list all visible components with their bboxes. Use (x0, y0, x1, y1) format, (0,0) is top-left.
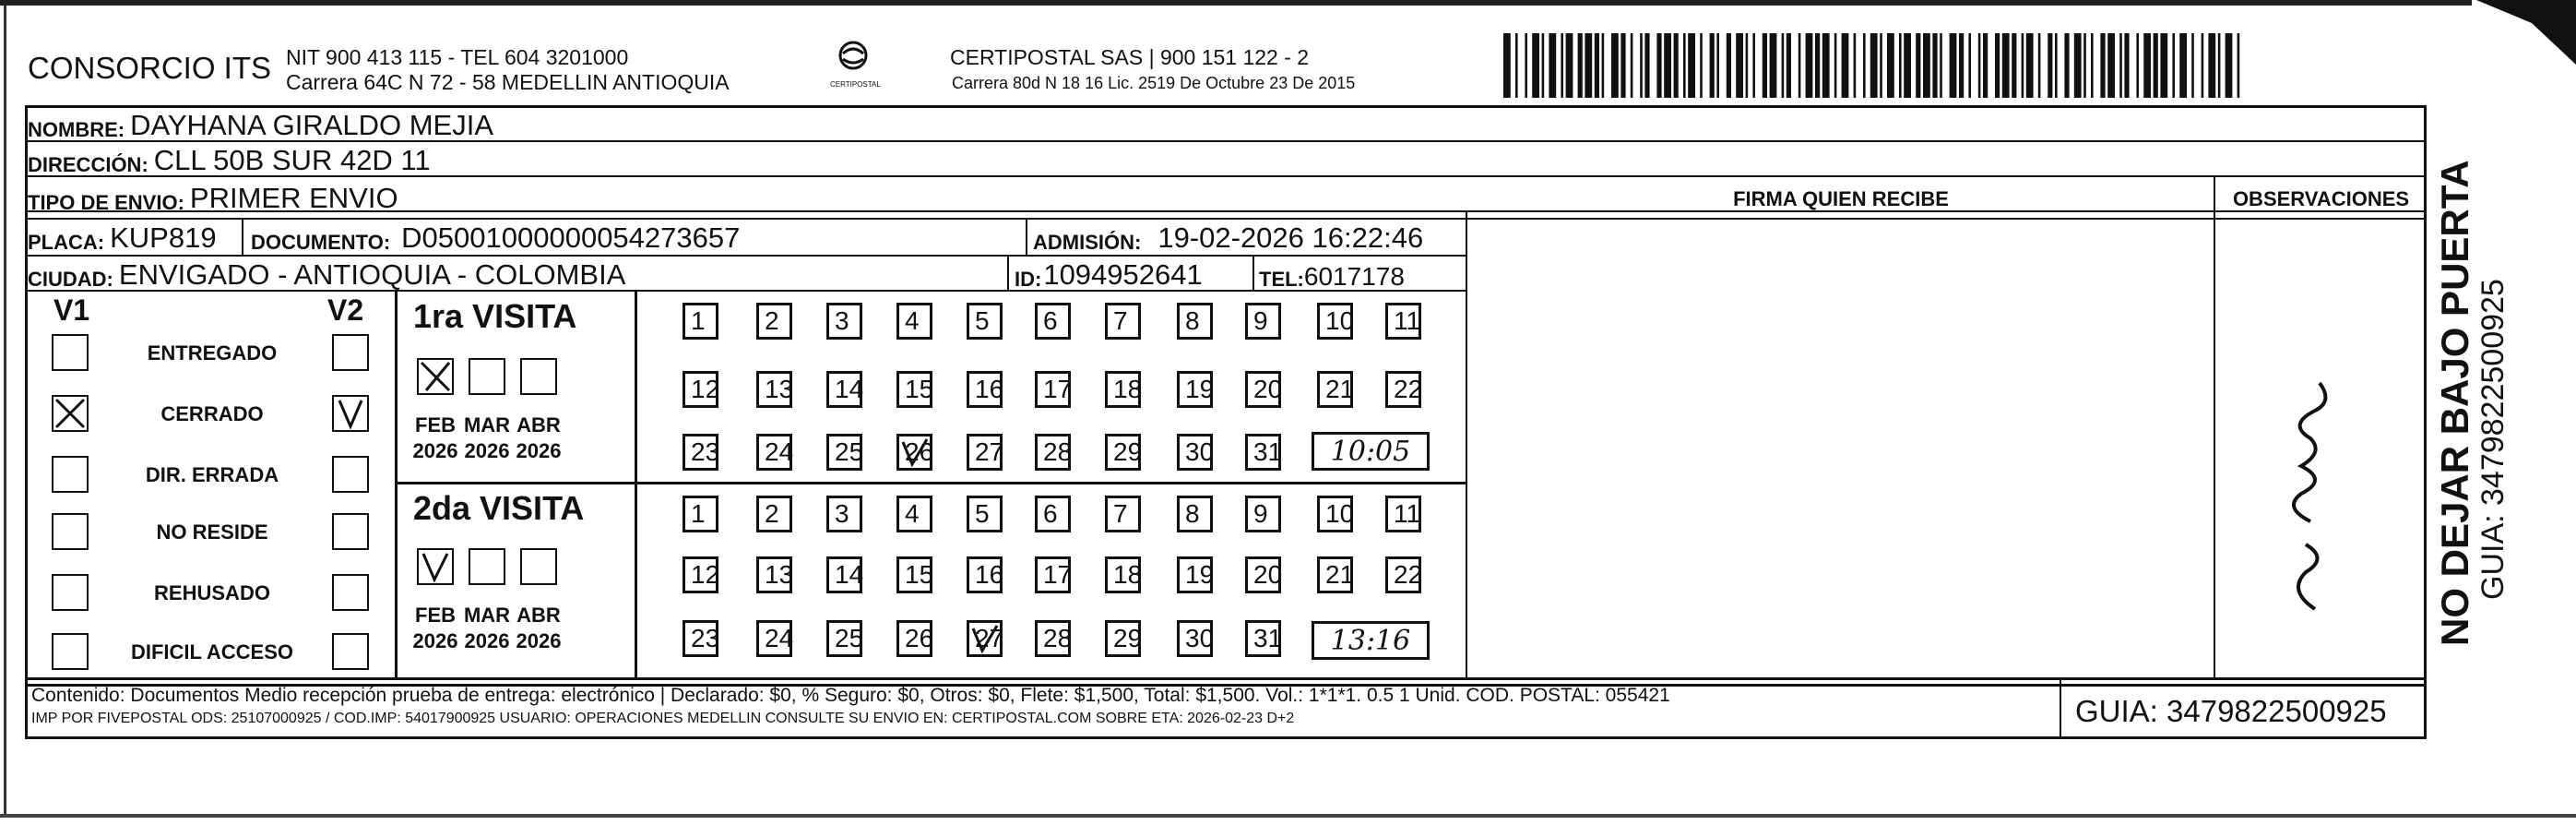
day-box[interactable]: 22 (1385, 371, 1421, 408)
day-box[interactable]: 17 (1035, 371, 1071, 408)
status-label: NO RESIDE (156, 520, 268, 544)
footer-line2: IMP POR FIVEPOSTAL ODS: 25107000925 / COD.IMP: 54017900925 USUARIO: OPERACIONES MEDELLIN CONSULTE SU ENVIO EN: CERTIPOSTAL.COM SOBRE ETA: 2026-02-23 D+2 (31, 711, 1295, 726)
day-box[interactable]: 5 (967, 303, 1003, 340)
tipo-envio-value: PRIMER ENVIO (189, 182, 398, 214)
certipostal-line2: Carrera 80d N 18 16 Lic. 2519 De Octubre 23 De 2015 (952, 74, 1356, 92)
day-box[interactable]: 4 (896, 496, 932, 532)
id-label: ID: (1015, 268, 1042, 291)
placa-label: PLACA: (28, 231, 105, 254)
day-box[interactable]: 2 (756, 496, 792, 532)
day-box[interactable]: 23 (683, 620, 718, 657)
day-box[interactable]: 13 (756, 371, 792, 408)
day-box[interactable]: 23 (683, 434, 718, 471)
side-warning (2433, 160, 2477, 646)
v1-label: V1 (53, 293, 90, 327)
day-box[interactable]: 8 (1177, 303, 1213, 340)
day-box[interactable]: 3 (826, 496, 862, 532)
day-box[interactable]: 19 (1177, 556, 1213, 593)
day-box[interactable]: 14 (826, 556, 862, 593)
day-box[interactable]: 9 (1245, 303, 1281, 340)
month-checkbox[interactable] (417, 358, 454, 395)
v2-checkbox[interactable] (332, 395, 369, 432)
company-line2: Carrera 64C N 72 - 58 MEDELLIN ANTIOQUIA (286, 70, 730, 94)
day-box[interactable]: 30 (1177, 620, 1213, 657)
day-box[interactable]: 24 (756, 620, 792, 657)
day-box[interactable]: 25 (826, 620, 862, 657)
no-dejar-bajo-puerta: NO DEJAR BAJO PUERTA (2433, 160, 2476, 646)
direccion-value: CLL 50B SUR 42D 11 (153, 144, 431, 176)
id-value: 1094952641 (1043, 258, 1203, 291)
day-box[interactable]: 21 (1317, 371, 1353, 408)
v1-checkbox[interactable] (52, 456, 89, 493)
day-box[interactable]: 15 (896, 371, 932, 408)
nombre-value: DAYHANA GIRALDO MEJIA (130, 109, 494, 141)
v2-checkbox[interactable] (332, 513, 369, 550)
year-label: 2026 (516, 629, 562, 652)
day-box[interactable]: 27 (967, 434, 1003, 471)
day-box[interactable]: 20 (1245, 371, 1281, 408)
scan-corner (2476, 0, 2576, 83)
year-label: 2026 (464, 439, 510, 462)
second-visit-time: 13:16 (1312, 621, 1430, 660)
day-box[interactable]: 22 (1385, 556, 1421, 593)
month-checkbox[interactable] (469, 358, 505, 395)
day-box[interactable]: 28 (1035, 434, 1071, 471)
day-box[interactable]: 12 (683, 556, 718, 593)
day-box[interactable]: 28 (1035, 620, 1071, 657)
year-label: 2026 (412, 439, 458, 462)
v2-checkbox[interactable] (332, 633, 369, 670)
day-box[interactable]: 26 (896, 620, 932, 657)
observaciones-label: OBSERVACIONES (2232, 187, 2410, 210)
v2-checkbox[interactable] (332, 334, 369, 371)
day-box[interactable]: 25 (826, 434, 862, 471)
v2-checkbox[interactable] (332, 574, 369, 611)
month-label: MAR (463, 413, 511, 436)
day-box[interactable]: 27 (967, 620, 1003, 657)
day-box[interactable]: 14 (826, 371, 862, 408)
day-box[interactable]: 24 (756, 434, 792, 471)
day-box[interactable]: 10 (1317, 303, 1353, 340)
day-box[interactable]: 20 (1245, 556, 1281, 593)
day-box[interactable]: 31 (1245, 434, 1281, 471)
tel-value: 6017178 (1303, 262, 1405, 291)
tel-label: TEL: (1259, 268, 1304, 291)
status-label: ENTREGADO (147, 341, 278, 365)
documento-label: DOCUMENTO: (251, 231, 391, 254)
day-box[interactable]: 10 (1317, 496, 1353, 532)
day-box[interactable]: 4 (896, 303, 932, 340)
v1-checkbox[interactable] (52, 513, 89, 550)
admision-value: 19-02-2026 16:22:46 (1157, 221, 1424, 254)
admision-label: ADMISIÓN: (1033, 231, 1142, 254)
ciudad-label: CIUDAD: (28, 268, 113, 291)
status-label: REHUSADO (154, 581, 270, 604)
barcode (1503, 33, 2241, 98)
nombre-label: NOMBRE: (28, 118, 125, 141)
status-label: CERRADO (160, 402, 264, 425)
v1-checkbox[interactable] (52, 395, 89, 432)
day-box[interactable]: 12 (683, 371, 718, 408)
year-label: 2026 (412, 629, 458, 652)
direccion-label: DIRECCIÓN: (28, 153, 148, 176)
year-label: 2026 (464, 629, 510, 652)
documento-value: D05001000000054273657 (401, 221, 741, 254)
day-box[interactable]: 21 (1317, 556, 1353, 593)
day-box[interactable]: 18 (1105, 371, 1141, 408)
first-visit-title: 1ra VISITA (413, 297, 577, 335)
handwritten-signature (2250, 360, 2370, 628)
certipostal-line1: CERTIPOSTAL SAS | 900 151 122 - 2 (950, 45, 1310, 69)
footer-guia: GUIA: 3479822500925 (2075, 694, 2387, 728)
status-label: DIR. ERRADA (145, 463, 279, 486)
certipostal-logo-icon (830, 39, 876, 76)
day-box[interactable]: 31 (1245, 620, 1281, 657)
placa-value: KUP819 (110, 221, 217, 254)
month-checkbox[interactable] (469, 548, 505, 585)
second-visit-title: 2da VISITA (413, 489, 585, 527)
day-box[interactable]: 5 (967, 496, 1003, 532)
v1-checkbox[interactable] (52, 574, 89, 611)
day-box[interactable]: 11 (1385, 303, 1421, 340)
v2-label: V2 (327, 293, 364, 327)
month-label: ABR (516, 413, 561, 436)
day-box[interactable]: 7 (1105, 303, 1141, 340)
v1-checkbox[interactable] (52, 633, 89, 670)
day-box[interactable]: 15 (896, 556, 932, 593)
day-box[interactable]: 2 (756, 303, 792, 340)
logo-text: CERTIPOSTAL (830, 80, 881, 89)
company-line1: NIT 900 413 115 - TEL 604 3201000 (286, 45, 629, 69)
day-box[interactable]: 18 (1105, 556, 1141, 593)
day-box[interactable]: 9 (1245, 496, 1281, 532)
month-label: ABR (516, 604, 561, 627)
footer-line1: Contenido: Documentos Medio recepción prueba de entrega: electrónico | Declarado: $0, % Seguro: $0, Otros: $0, Flete: $1,500, Total: $1,500. Vol.: 1*1*1. 0.5 1 Unid. COD. POSTAL: 055421 (31, 685, 1670, 706)
day-box[interactable]: 19 (1177, 371, 1213, 408)
month-label: MAR (463, 604, 511, 627)
certipostal-logo (830, 39, 881, 92)
day-box[interactable]: 6 (1035, 496, 1071, 532)
ciudad-value: ENVIGADO - ANTIOQUIA - COLOMBIA (118, 258, 626, 291)
day-box[interactable]: 16 (967, 371, 1003, 408)
day-box[interactable]: 17 (1035, 556, 1071, 593)
day-box[interactable]: 1 (683, 303, 718, 340)
day-box[interactable]: 29 (1105, 434, 1141, 471)
first-visit-time: 10:05 (1312, 432, 1430, 471)
v2-checkbox[interactable] (332, 456, 369, 493)
day-box[interactable]: 7 (1105, 496, 1141, 532)
month-label: FEB (415, 413, 456, 436)
day-box[interactable]: 8 (1177, 496, 1213, 532)
side-guia: GUIA: 3479822500925 (2475, 279, 2511, 600)
day-box[interactable]: 30 (1177, 434, 1213, 471)
day-box[interactable]: 26 (896, 434, 932, 471)
month-label: FEB (415, 604, 456, 627)
firma-label: FIRMA QUIEN RECIBE (1733, 187, 1949, 210)
year-label: 2026 (516, 439, 562, 462)
status-label: DIFICIL ACCESO (130, 640, 293, 664)
tipo-envio-label: TIPO DE ENVIO: (28, 191, 184, 214)
day-box[interactable]: 6 (1035, 303, 1071, 340)
company-name: CONSORCIO ITS (28, 51, 272, 85)
month-checkbox[interactable] (417, 548, 454, 585)
day-box[interactable]: 29 (1105, 620, 1141, 657)
day-box[interactable]: 16 (967, 556, 1003, 593)
day-box[interactable]: 3 (826, 303, 862, 340)
month-checkbox[interactable] (520, 358, 557, 395)
day-box[interactable]: 1 (683, 496, 718, 532)
day-box[interactable]: 13 (756, 556, 792, 593)
month-checkbox[interactable] (520, 548, 557, 585)
v1-checkbox[interactable] (52, 334, 89, 371)
day-box[interactable]: 11 (1385, 496, 1421, 532)
